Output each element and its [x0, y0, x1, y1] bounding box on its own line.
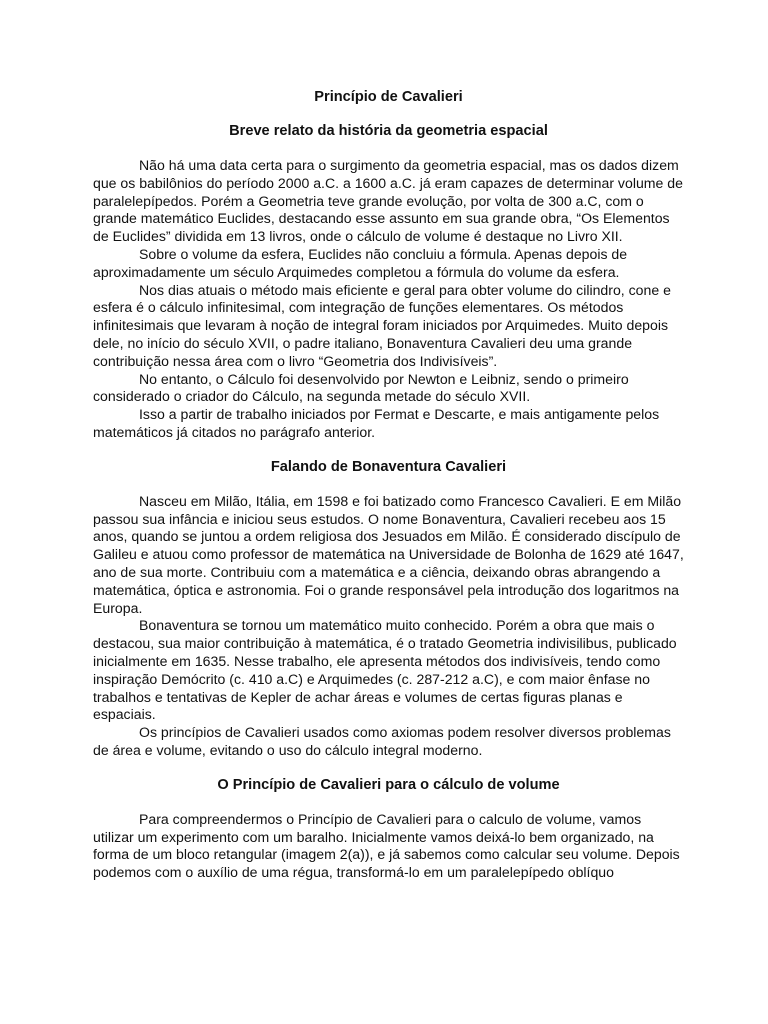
- section-heading-cavalieri: Falando de Bonaventura Cavalieri: [270, 458, 507, 475]
- document-title: Princípio de Cavalieri: [314, 89, 463, 105]
- paragraph: Isso a partir de trabalho iniciados por Fermat e Descarte, e mais antigamente pelos matemáticos já citados no parágrafo anterior.: [93, 406, 660, 440]
- paragraph: Nos dias atuais o método mais eficiente e geral para obter volume do cilindro, cone e esfera é o cálculo infinitesimal, com integração de funções elementares. Os métodos infinitesimais que levaram à noção de integral foram iniciados por Arquimedes. Muito depois dele, no início do século XVII, o padre italiano, Bonaventura Cavalieri deu uma grande contribuição nessa área com o livro “Geometria dos Indivisíveis”.: [93, 281, 671, 369]
- paragraph: Não há uma data certa para o surgimento da geometria espacial, mas os dados dizem que os babilônios do período 2000 a.C. a 1600 a.C. já eram capazes de determinar volume de paralelepípedos. Porém a Geometria teve grande evolução, por volta de 300 a.C, com o grande matemático Euclides, destacando esse assunto em sua grande obra, “Os Elementos de Euclides” dividida em 13 livros, onde o cálculo de volume é destaque no Livro XII.: [93, 157, 683, 245]
- section-heading-volume-principle: O Princípio de Cavalieri para o cálculo de volume: [217, 776, 560, 793]
- section-heading-history: Breve relato da história da geometria espacial: [229, 123, 548, 139]
- paragraph: Bonaventura se tornou um matemático muito conhecido. Porém a obra que mais o destacou, sua maior contribuição à matemática, é o tratado Geometria indivisilibus, publicado inicialmente em 1635. Nesse trabalho, ele apresenta métodos dos indivisíveis, tendo como inspiração Demócrito (c. 410 a.C) e Arquimedes (c. 287-212 a.C), e com maior ênfase no trabalhos e tentativas de Kepler de achar áreas e volumes de certas figuras planas e espaciais.: [93, 617, 677, 723]
- paragraph: Sobre o volume da esfera, Euclides não concluiu a fórmula. Apenas depois de aproximadamente um século Arquimedes completou a fórmula do volume da esfera.: [93, 245, 628, 280]
- paragraph: Nasceu em Milão, Itália, em 1598 e foi batizado como Francesco Cavalieri. E em Milão passou sua infância e iniciou seus estudos. O nome Bonaventura, Cavalieri recebeu aos 15 anos, quando se juntou a ordem religiosa dos Jesuados em Milão. É considerado discípulo de Galileu e atuou como professor de matemática na Universidade de Bolonha de 1629 até 1647, ano de sua morte. Contribuiu com a matemática e a ciência, deixando obras abrangendo a matemática, óptica e astronomia. Foi o grande responsável pela introdução dos logaritmos na Europa.: [93, 492, 684, 616]
- paragraph: Para compreendermos o Princípio de Cavalieri para o calculo de volume, vamos utilizar um experimento com um baralho. Inicialmente vamos deixá-lo bem organizado, na forma de um bloco retangular (imagem 2(a)), e já sabemos como calcular seu volume. Depois podemos com o auxílio de uma régua, transformá-lo em um paralelepípedo oblíquo: [93, 810, 680, 881]
- paragraph: No entanto, o Cálculo foi desenvolvido por Newton e Leibniz, sendo o primeiro considerado o criador do Cálculo, na segunda metade do século XVII.: [93, 370, 629, 405]
- paragraph: Os princípios de Cavalieri usados como axiomas podem resolver diversos problemas de área e volume, evitando o uso do cálculo integral moderno.: [93, 724, 671, 758]
